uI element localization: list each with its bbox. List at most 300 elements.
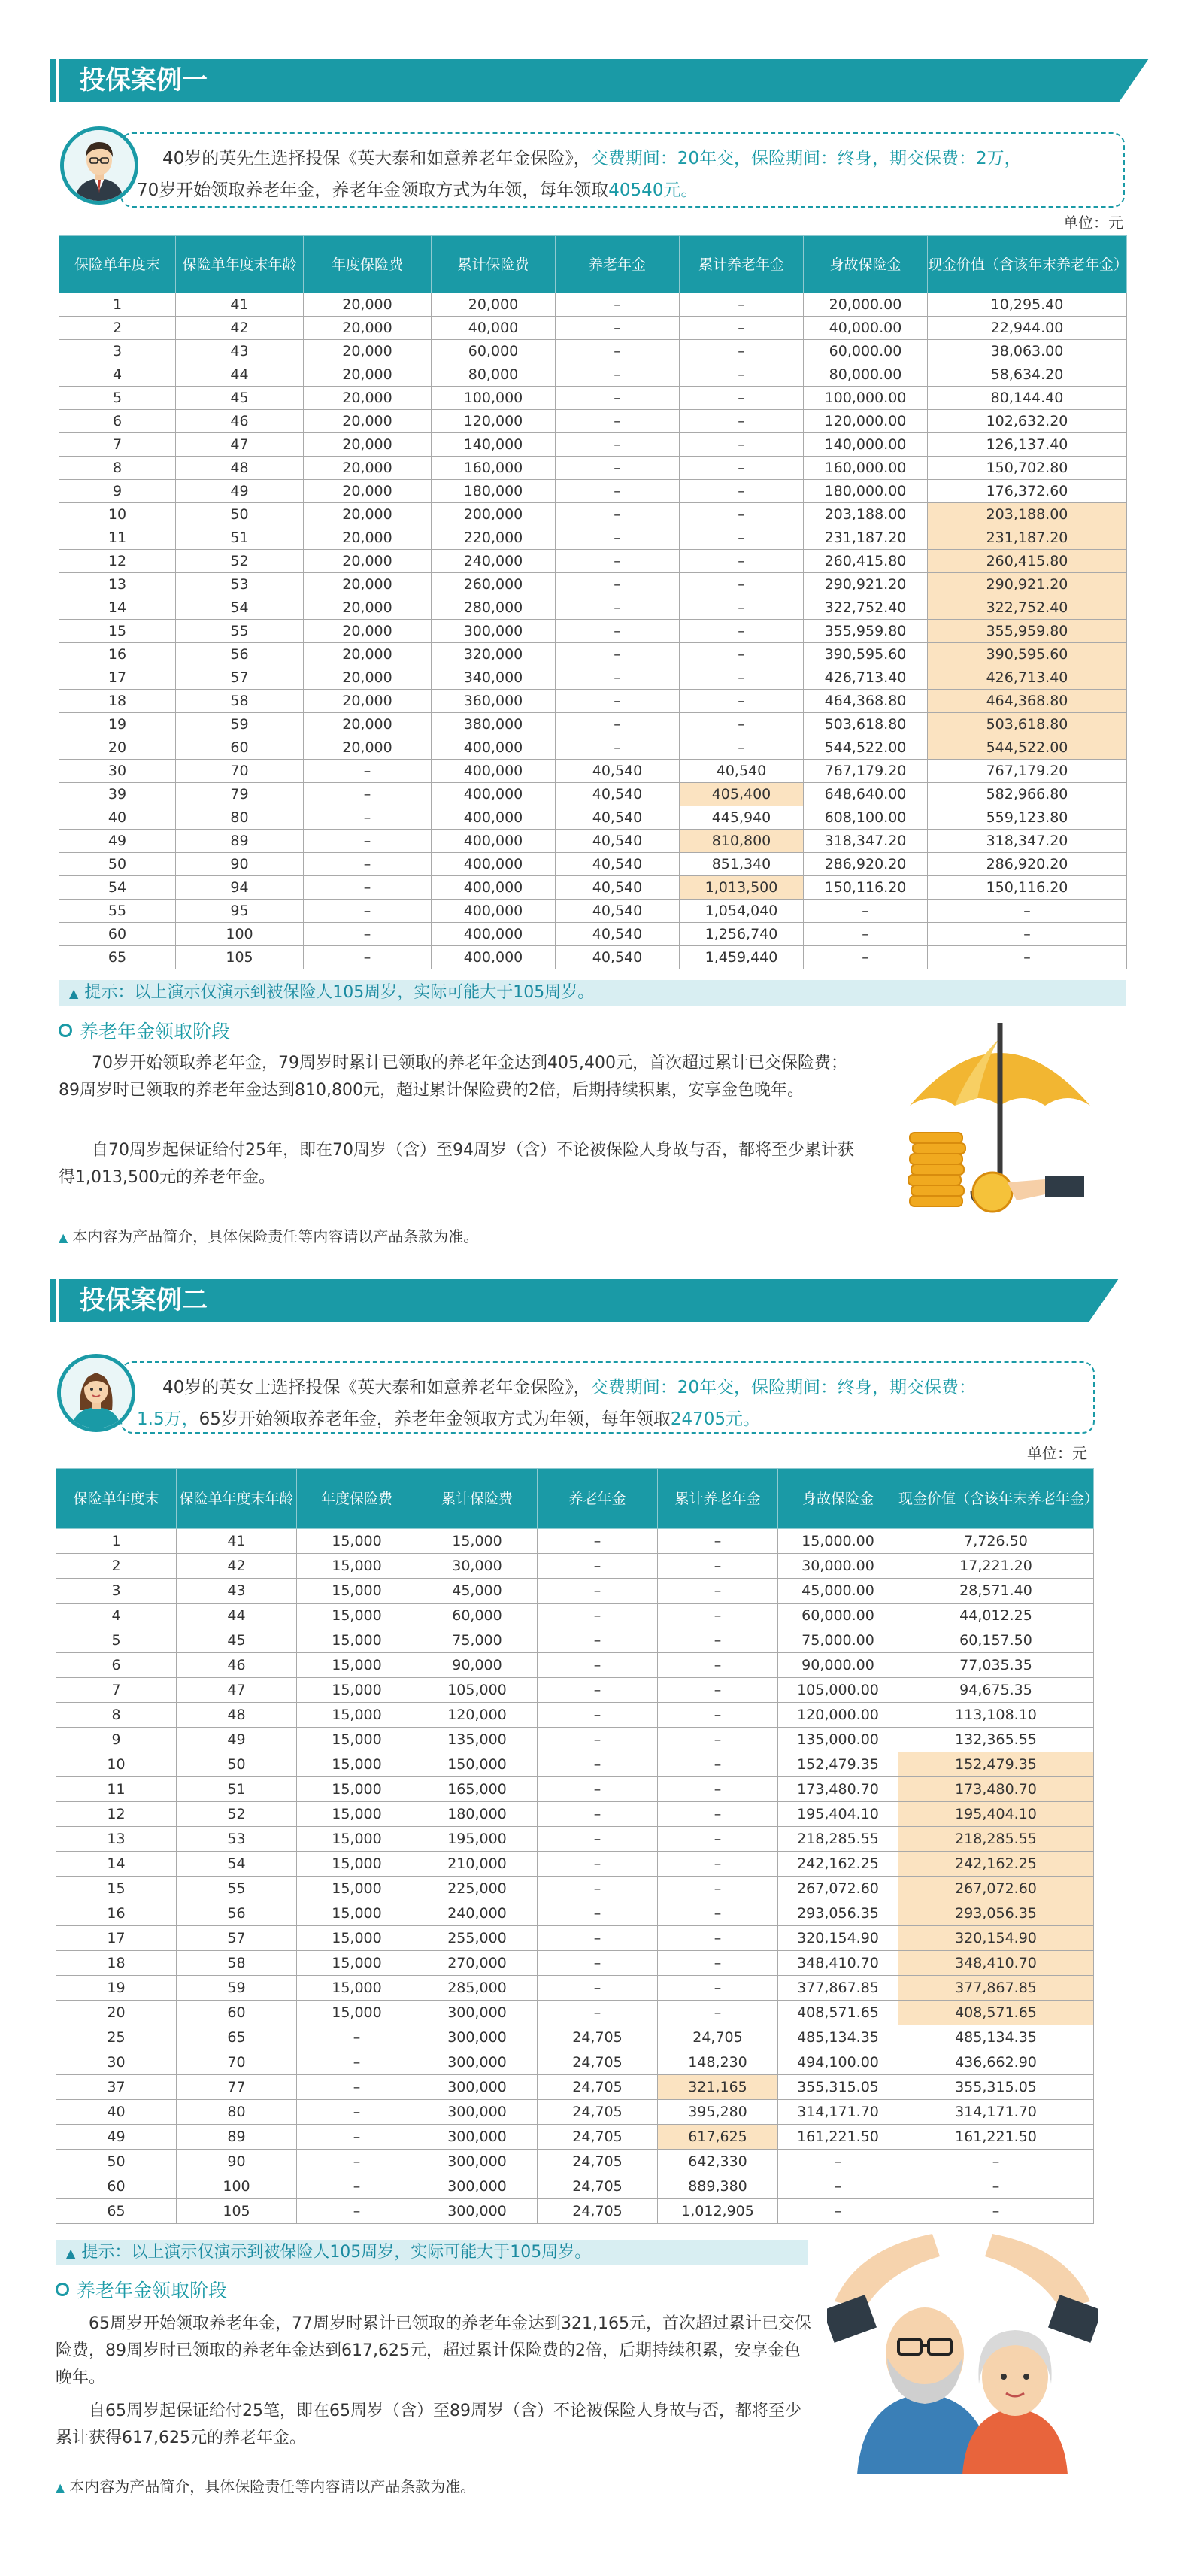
table-cell: 40,540 bbox=[556, 830, 680, 853]
table-cell: – bbox=[297, 2174, 417, 2199]
table-cell: 77 bbox=[177, 2075, 297, 2100]
table-cell: 503,618.80 bbox=[804, 713, 928, 736]
table-cell: 15,000 bbox=[297, 1976, 417, 2001]
table-cell: 120,000.00 bbox=[804, 410, 928, 433]
table-cell: 280,000 bbox=[432, 596, 556, 620]
column-header: 保险单年度末年龄 bbox=[176, 236, 304, 293]
table-cell: – bbox=[556, 503, 680, 526]
column-header: 累计养老年金 bbox=[680, 236, 804, 293]
umbrella-coins-illustration bbox=[895, 1015, 1105, 1226]
table-cell: 45,000 bbox=[417, 1579, 538, 1604]
table-cell: – bbox=[538, 1703, 658, 1728]
table-cell: – bbox=[658, 1852, 778, 1877]
table-cell: 608,100.00 bbox=[804, 806, 928, 830]
column-header: 年度保险费 bbox=[297, 1469, 417, 1529]
case1-note-text: 本内容为产品简介，具体保险责任等内容请以产品条款为准。 bbox=[72, 1227, 479, 1246]
table-cell: 20 bbox=[59, 736, 176, 760]
table-cell: 300,000 bbox=[432, 620, 556, 643]
case1-title: 投保案例一 bbox=[80, 65, 208, 96]
column-header: 年度保险费 bbox=[304, 236, 432, 293]
table-cell: 165,000 bbox=[417, 1777, 538, 1802]
table-cell: 24,705 bbox=[538, 2100, 658, 2125]
table-cell: 15,000 bbox=[297, 1926, 417, 1951]
table-cell: 15,000 bbox=[297, 1752, 417, 1777]
table-cell: 1,013,500 bbox=[680, 876, 804, 900]
table-cell: 120,000.00 bbox=[778, 1703, 898, 1728]
table-cell: 320,154.90 bbox=[778, 1926, 898, 1951]
table-cell: 8 bbox=[59, 457, 176, 480]
table-cell: – bbox=[680, 340, 804, 363]
table-row bbox=[59, 363, 1127, 387]
table-cell: – bbox=[538, 1579, 658, 1604]
table-row bbox=[56, 2100, 1094, 2125]
table-cell: – bbox=[680, 433, 804, 457]
table-row bbox=[56, 1604, 1094, 1628]
table-cell: 180,000 bbox=[417, 1802, 538, 1827]
table-cell: – bbox=[556, 526, 680, 550]
column-header: 身故保险金 bbox=[778, 1469, 898, 1529]
table-cell: 113,108.10 bbox=[898, 1703, 1094, 1728]
table-cell: 70 bbox=[176, 760, 304, 783]
table-row bbox=[56, 1827, 1094, 1852]
table-cell: 48 bbox=[176, 457, 304, 480]
table-cell: 173,480.70 bbox=[898, 1777, 1094, 1802]
table-cell: – bbox=[680, 713, 804, 736]
table-cell: 290,921.20 bbox=[804, 573, 928, 596]
table-row bbox=[59, 736, 1127, 760]
table-cell: 377,867.85 bbox=[778, 1976, 898, 2001]
table-cell: – bbox=[680, 666, 804, 690]
table-cell: 15 bbox=[59, 620, 176, 643]
table-cell: – bbox=[928, 946, 1127, 969]
table-row bbox=[59, 923, 1127, 946]
table-cell: 152,479.35 bbox=[778, 1752, 898, 1777]
table-cell: 40,540 bbox=[556, 806, 680, 830]
table-cell: – bbox=[304, 830, 432, 853]
table-row bbox=[56, 1777, 1094, 1802]
table-cell: 173,480.70 bbox=[778, 1777, 898, 1802]
table-cell: 400,000 bbox=[432, 736, 556, 760]
table-cell: – bbox=[658, 1877, 778, 1901]
table-cell: 20,000.00 bbox=[804, 293, 928, 317]
table-cell: 617,625 bbox=[658, 2125, 778, 2150]
table-cell: 225,000 bbox=[417, 1877, 538, 1901]
table-cell: – bbox=[538, 1951, 658, 1976]
table-cell: 20,000 bbox=[304, 410, 432, 433]
table-cell: 12 bbox=[56, 1802, 177, 1827]
table-cell: 59 bbox=[176, 713, 304, 736]
table-cell: 50 bbox=[56, 2150, 177, 2174]
table-cell: – bbox=[538, 1802, 658, 1827]
table-cell: 17 bbox=[56, 1926, 177, 1951]
table-cell: 231,187.20 bbox=[928, 526, 1127, 550]
column-header: 养老年金 bbox=[556, 236, 680, 293]
table-cell: 320,000 bbox=[432, 643, 556, 666]
column-header: 养老年金 bbox=[538, 1469, 658, 1529]
table-cell: 44 bbox=[177, 1604, 297, 1628]
table-cell: – bbox=[304, 806, 432, 830]
table-cell: 60,000 bbox=[432, 340, 556, 363]
table-row bbox=[56, 1579, 1094, 1604]
table-cell: 4 bbox=[59, 363, 176, 387]
table-cell: – bbox=[556, 433, 680, 457]
table-cell: 58 bbox=[176, 690, 304, 713]
table-cell: 20,000 bbox=[304, 317, 432, 340]
table-cell: 51 bbox=[177, 1777, 297, 1802]
table-cell: 300,000 bbox=[417, 2025, 538, 2050]
table-cell: 348,410.70 bbox=[778, 1951, 898, 1976]
table-cell: 55 bbox=[177, 1877, 297, 1901]
table-cell: – bbox=[658, 1777, 778, 1802]
table-cell: 314,171.70 bbox=[778, 2100, 898, 2125]
table-cell: 300,000 bbox=[417, 2001, 538, 2025]
table-cell: 260,415.80 bbox=[928, 550, 1127, 573]
case2-tip bbox=[56, 2240, 808, 2265]
table-cell: 240,000 bbox=[432, 550, 556, 573]
table-cell: – bbox=[297, 2199, 417, 2224]
table-cell: 42 bbox=[177, 1554, 297, 1579]
table-cell: 4 bbox=[56, 1604, 177, 1628]
table-row bbox=[56, 1877, 1094, 1901]
case2-title: 投保案例二 bbox=[80, 1285, 208, 1315]
table-cell: 300,000 bbox=[417, 2100, 538, 2125]
table-cell: 55 bbox=[59, 900, 176, 923]
table-cell: 6 bbox=[59, 410, 176, 433]
table-cell: – bbox=[898, 2150, 1094, 2174]
table-cell: 400,000 bbox=[432, 806, 556, 830]
table-cell: 37 bbox=[56, 2075, 177, 2100]
table-cell: – bbox=[658, 1703, 778, 1728]
table-cell: 161,221.50 bbox=[778, 2125, 898, 2150]
table-cell: 15,000 bbox=[297, 1653, 417, 1678]
table-cell: 360,000 bbox=[432, 690, 556, 713]
table-cell: 60 bbox=[59, 923, 176, 946]
table-row bbox=[56, 1752, 1094, 1777]
table-cell: 1,054,040 bbox=[680, 900, 804, 923]
table-cell: 40,540 bbox=[556, 783, 680, 806]
table-cell: 46 bbox=[177, 1653, 297, 1678]
table-cell: 49 bbox=[177, 1728, 297, 1752]
table-cell: – bbox=[680, 643, 804, 666]
table-cell: 195,404.10 bbox=[898, 1802, 1094, 1827]
table-cell: 49 bbox=[56, 2125, 177, 2150]
column-header: 身故保险金 bbox=[804, 236, 928, 293]
table-cell: – bbox=[680, 317, 804, 340]
table-cell: 20,000 bbox=[304, 480, 432, 503]
table-cell: – bbox=[658, 1653, 778, 1678]
table-cell: 400,000 bbox=[432, 760, 556, 783]
table-cell: 322,752.40 bbox=[928, 596, 1127, 620]
table-row bbox=[59, 340, 1127, 363]
table-cell: 7 bbox=[59, 433, 176, 457]
table-cell: 80 bbox=[177, 2100, 297, 2125]
case2-paragraph-2: 自65周岁起保证给付25笔，即在65周岁（含）至89周岁（含）不论被保险人身故与否，都将至少累计获得617,625元的养老年金。 bbox=[56, 2402, 801, 2447]
table-cell: 44,012.25 bbox=[898, 1604, 1094, 1628]
table-cell: 286,920.20 bbox=[928, 853, 1127, 876]
table-cell: 90 bbox=[177, 2150, 297, 2174]
table-cell: 54 bbox=[59, 876, 176, 900]
table-cell: 40,540 bbox=[556, 876, 680, 900]
table-cell: – bbox=[538, 1653, 658, 1678]
case2-note bbox=[56, 2474, 475, 2496]
table-cell: 322,752.40 bbox=[804, 596, 928, 620]
table-cell: 544,522.00 bbox=[804, 736, 928, 760]
table-cell: 20,000 bbox=[304, 433, 432, 457]
table-cell: – bbox=[556, 690, 680, 713]
table-cell: 400,000 bbox=[432, 783, 556, 806]
table-cell: 15,000 bbox=[297, 1579, 417, 1604]
table-cell: 6 bbox=[56, 1653, 177, 1678]
table-cell: – bbox=[658, 2001, 778, 2025]
table-cell: 100 bbox=[177, 2174, 297, 2199]
column-header: 现金价值（含该年末养老年金） bbox=[928, 236, 1127, 293]
table-cell: 20,000 bbox=[304, 363, 432, 387]
column-header: 累计养老年金 bbox=[658, 1469, 778, 1529]
table-cell: 100,000 bbox=[432, 387, 556, 410]
table-cell: – bbox=[538, 1827, 658, 1852]
table-cell: – bbox=[658, 1604, 778, 1628]
case2-tip-text: 提示：以上演示仅演示到被保险人105周岁，实际可能大于105周岁。 bbox=[81, 2243, 592, 2262]
table-cell: 485,134.35 bbox=[898, 2025, 1094, 2050]
table-cell: 15 bbox=[56, 1877, 177, 1901]
table-cell: 90 bbox=[176, 853, 304, 876]
table-cell: 24,705 bbox=[538, 2025, 658, 2050]
table-cell: – bbox=[556, 317, 680, 340]
table-cell: 851,340 bbox=[680, 853, 804, 876]
table-cell: – bbox=[538, 1728, 658, 1752]
table-cell: 200,000 bbox=[432, 503, 556, 526]
table-cell: 160,000 bbox=[432, 457, 556, 480]
table-cell: 20,000 bbox=[304, 340, 432, 363]
table-row bbox=[59, 806, 1127, 830]
table-cell: – bbox=[538, 1926, 658, 1951]
table-cell: – bbox=[680, 596, 804, 620]
table-row bbox=[56, 1653, 1094, 1678]
table-row bbox=[56, 2150, 1094, 2174]
table-cell: 45 bbox=[177, 1628, 297, 1653]
note-triangle-icon: ▲ bbox=[59, 1230, 68, 1245]
table-cell: 355,959.80 bbox=[928, 620, 1127, 643]
table-cell: – bbox=[556, 736, 680, 760]
table-cell: – bbox=[658, 1901, 778, 1926]
table-cell: 105,000 bbox=[417, 1678, 538, 1703]
table-cell: 65 bbox=[177, 2025, 297, 2050]
table-cell: 400,000 bbox=[432, 946, 556, 969]
case2-intro-box bbox=[120, 1361, 1095, 1434]
table-cell: 582,966.80 bbox=[928, 783, 1127, 806]
table-cell: – bbox=[680, 573, 804, 596]
table-cell: 105 bbox=[176, 946, 304, 969]
table-cell: – bbox=[928, 923, 1127, 946]
case2-section-title-text: 养老年金领取阶段 bbox=[77, 2280, 228, 2301]
table-cell: 28,571.40 bbox=[898, 1579, 1094, 1604]
table-cell: 242,162.25 bbox=[778, 1852, 898, 1877]
table-cell: 60,000.00 bbox=[778, 1604, 898, 1628]
table-cell: 150,116.20 bbox=[928, 876, 1127, 900]
table-cell: – bbox=[898, 2199, 1094, 2224]
table-cell: 20,000 bbox=[304, 387, 432, 410]
table-cell: 40,000 bbox=[432, 317, 556, 340]
table-cell: 40,540 bbox=[556, 946, 680, 969]
table-cell: 94,675.35 bbox=[898, 1678, 1094, 1703]
table-cell: 150,702.80 bbox=[928, 457, 1127, 480]
table-cell: 1 bbox=[59, 293, 176, 317]
table-cell: 89 bbox=[177, 2125, 297, 2150]
table-cell: 59 bbox=[177, 1976, 297, 2001]
table-row bbox=[56, 1852, 1094, 1877]
case2-avatar bbox=[57, 1354, 135, 1432]
table-row bbox=[59, 480, 1127, 503]
table-cell: 80 bbox=[176, 806, 304, 830]
table-cell: – bbox=[556, 410, 680, 433]
table-cell: – bbox=[658, 1926, 778, 1951]
table-cell: 39 bbox=[59, 783, 176, 806]
table-cell: 14 bbox=[56, 1852, 177, 1877]
table-cell: 10,295.40 bbox=[928, 293, 1127, 317]
table-cell: 395,280 bbox=[658, 2100, 778, 2125]
case2-intro-e: 24705元。 bbox=[670, 1409, 761, 1429]
table-row bbox=[59, 876, 1127, 900]
table-cell: 24,705 bbox=[658, 2025, 778, 2050]
table-cell: – bbox=[556, 550, 680, 573]
table-cell: 53 bbox=[176, 573, 304, 596]
table-cell: 40 bbox=[59, 806, 176, 830]
table-row bbox=[56, 1901, 1094, 1926]
table-cell: 15,000 bbox=[297, 1554, 417, 1579]
table-row bbox=[59, 293, 1127, 317]
table-cell: 46 bbox=[176, 410, 304, 433]
table-cell: – bbox=[556, 596, 680, 620]
case2-intro-d: 65岁开始领取养老年金，养老年金领取方式为年领，每年领取 bbox=[198, 1409, 671, 1429]
tip-triangle-icon: ▲ bbox=[69, 986, 79, 1000]
table-cell: 43 bbox=[176, 340, 304, 363]
column-header: 现金价值（含该年末养老年金） bbox=[898, 1469, 1094, 1529]
table-row bbox=[59, 853, 1127, 876]
table-cell: 503,618.80 bbox=[928, 713, 1127, 736]
table-cell: 231,187.20 bbox=[804, 526, 928, 550]
table-cell: 300,000 bbox=[417, 2075, 538, 2100]
table-cell: 10 bbox=[56, 1752, 177, 1777]
table-cell: 132,365.55 bbox=[898, 1728, 1094, 1752]
table-cell: – bbox=[304, 923, 432, 946]
table-cell: 15,000 bbox=[297, 1852, 417, 1877]
table-row bbox=[59, 550, 1127, 573]
table-cell: 30,000.00 bbox=[778, 1554, 898, 1579]
table-cell: 544,522.00 bbox=[928, 736, 1127, 760]
column-header: 累计保险费 bbox=[417, 1469, 538, 1529]
table-cell: 30 bbox=[56, 2050, 177, 2075]
table-cell: – bbox=[658, 1579, 778, 1604]
table-cell: 24,705 bbox=[538, 2174, 658, 2199]
table-cell: 60 bbox=[177, 2001, 297, 2025]
case1-intro-d: 40540元。 bbox=[608, 181, 698, 200]
table-cell: – bbox=[680, 620, 804, 643]
column-header: 累计保险费 bbox=[432, 236, 556, 293]
case1-section-title-text: 养老年金领取阶段 bbox=[80, 1021, 231, 1042]
table-cell: – bbox=[538, 1554, 658, 1579]
table-cell: – bbox=[680, 457, 804, 480]
table-cell: – bbox=[680, 526, 804, 550]
table-cell: 40,540 bbox=[556, 900, 680, 923]
table-cell: 70 bbox=[177, 2050, 297, 2075]
table-cell: 56 bbox=[177, 1901, 297, 1926]
table-cell: 220,000 bbox=[432, 526, 556, 550]
table-cell: – bbox=[680, 690, 804, 713]
table-cell: 210,000 bbox=[417, 1852, 538, 1877]
table-cell: 300,000 bbox=[417, 2150, 538, 2174]
table-cell: 405,400 bbox=[680, 783, 804, 806]
table-cell: 2 bbox=[59, 317, 176, 340]
case1-intro-c: 70岁开始领取养老年金，养老年金领取方式为年领，每年领取 bbox=[137, 181, 609, 200]
table-row bbox=[56, 1976, 1094, 2001]
table-cell: 426,713.40 bbox=[804, 666, 928, 690]
table-cell: 18 bbox=[59, 690, 176, 713]
table-cell: 20,000 bbox=[304, 550, 432, 573]
column-header: 保险单年度末 bbox=[59, 236, 176, 293]
case2-intro-a: 40岁的英女士选择投保《英大泰和如意养老年金保险》， bbox=[162, 1378, 591, 1397]
table-cell: 40 bbox=[56, 2100, 177, 2125]
table-row bbox=[56, 2199, 1094, 2224]
table-row bbox=[56, 2025, 1094, 2050]
case1-tip bbox=[59, 980, 1126, 1006]
table-cell: 80,000.00 bbox=[804, 363, 928, 387]
column-header: 保险单年度末年龄 bbox=[177, 1469, 297, 1529]
table-cell: – bbox=[304, 853, 432, 876]
table-cell: 120,000 bbox=[417, 1703, 538, 1728]
table-cell: 24,705 bbox=[538, 2075, 658, 2100]
circle-bullet-icon bbox=[59, 1024, 72, 1037]
table-row bbox=[59, 433, 1127, 457]
table-cell: 3 bbox=[59, 340, 176, 363]
table-cell: 15,000 bbox=[297, 1728, 417, 1752]
table-cell: 15,000 bbox=[297, 1628, 417, 1653]
table-cell: 20 bbox=[56, 2001, 177, 2025]
table-cell: – bbox=[556, 620, 680, 643]
table-cell: 42 bbox=[176, 317, 304, 340]
table-cell: – bbox=[898, 2174, 1094, 2199]
table-cell: 3 bbox=[56, 1579, 177, 1604]
table-cell: 135,000 bbox=[417, 1728, 538, 1752]
table-cell: 38,063.00 bbox=[928, 340, 1127, 363]
table-cell: 15,000 bbox=[297, 1703, 417, 1728]
table-cell: 15,000 bbox=[297, 1901, 417, 1926]
table-cell: 9 bbox=[59, 480, 176, 503]
case1-paragraph-2: 自70周岁起保证给付25年，即在70周岁（含）至94周岁（含）不论被保险人身故与否，都将至少累计获得1,013,500元的养老年金。 bbox=[59, 1141, 854, 1187]
table-cell: 48 bbox=[177, 1703, 297, 1728]
table-cell: 300,000 bbox=[417, 2125, 538, 2150]
table-row bbox=[59, 900, 1127, 923]
table-cell: 408,571.65 bbox=[778, 2001, 898, 2025]
table-cell: – bbox=[538, 1678, 658, 1703]
table-cell: 300,000 bbox=[417, 2174, 538, 2199]
table-cell: 53 bbox=[177, 1827, 297, 1852]
table-cell: 14 bbox=[59, 596, 176, 620]
table-cell: – bbox=[538, 1777, 658, 1802]
table-cell: 30 bbox=[59, 760, 176, 783]
table-cell: – bbox=[928, 900, 1127, 923]
table-cell: 15,000 bbox=[297, 1951, 417, 1976]
table-cell: 203,188.00 bbox=[928, 503, 1127, 526]
table-cell: 30,000 bbox=[417, 1554, 538, 1579]
table-row bbox=[59, 387, 1127, 410]
table-cell: 17,221.20 bbox=[898, 1554, 1094, 1579]
table-cell: 57 bbox=[177, 1926, 297, 1951]
table-cell: 15,000 bbox=[297, 1877, 417, 1901]
table-cell: – bbox=[304, 876, 432, 900]
table-cell: 105,000.00 bbox=[778, 1678, 898, 1703]
table-cell: 20,000 bbox=[304, 457, 432, 480]
table-cell: 559,123.80 bbox=[928, 806, 1127, 830]
